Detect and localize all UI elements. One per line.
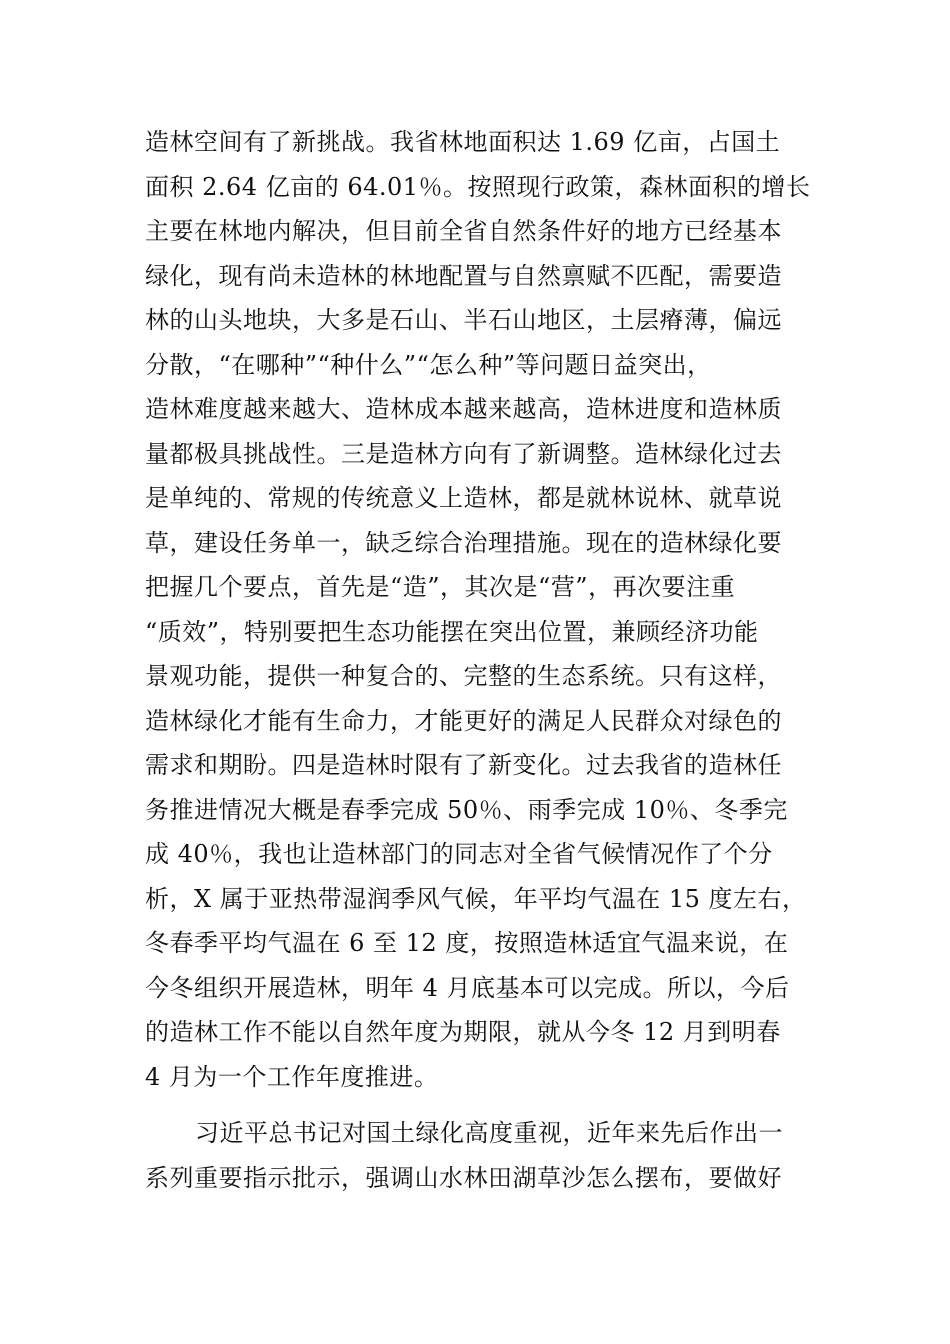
text-line: 草，建设任务单一，缺乏综合治理措施。现在的造林绿化要 (145, 528, 782, 557)
text-line: 把握几个要点，首先是“造”，其次是“营”，再次要注重 (145, 573, 736, 601)
text-line: 今冬组织开展造林，明年 4 月底基本可以完成。所以，今后 (145, 973, 790, 1002)
text-line: 景观功能，提供一种复合的、完整的生态系统。只有这样， (145, 662, 782, 690)
text-line: 绿化，现有尚未造林的林地配置与自然禀赋不匹配，需要造 (145, 261, 782, 290)
text-line: 主要在林地内解决，但目前全省自然条件好的地方已经基本 (145, 217, 782, 245)
text-line: 造林空间有了新挑战。我省林地面积达 1.69 亿亩，占国土 (145, 128, 781, 156)
paragraph-2 (145, 1111, 825, 1200)
text-line: 面积 2.64 亿亩的 64.01％。按照现行政策，森林面积的增长 (145, 172, 811, 201)
text-line: 是单纯的、常规的传统意义上造林，都是就林说林、就草说 (145, 484, 782, 512)
text-line: 习近平总书记对国土绿化高度重视，近年来先后作出一 (195, 1119, 783, 1147)
document-body (145, 120, 825, 1200)
text-line: 系列重要指示批示，强调山水林田湖草沙怎么摆布，要做好 (145, 1163, 782, 1192)
text-line: “质效”，特别要把生态功能摆在突出位置，兼顾经济功能 (145, 617, 759, 646)
text-line: 分散，“在哪种”“种什么”“怎么种”等问题日益突出， (145, 350, 712, 379)
paragraph-1 (145, 120, 825, 1099)
text-line: 造林绿化才能有生命力，才能更好的满足人民群众对绿色的 (145, 706, 782, 735)
text-line: 冬春季平均气温在 6 至 12 度，按照造林适宜气温来说，在 (145, 929, 789, 957)
text-line: 需求和期盼。四是造林时限有了新变化。过去我省的造林任 (145, 751, 782, 779)
text-line: 成 40％，我也让造林部门的同志对全省气候情况作了个分 (145, 840, 773, 868)
text-line: 造林难度越来越大、造林成本越来越高，造林进度和造林质 (145, 395, 782, 423)
text-line: 4 月为一个工作年度推进。 (145, 1062, 439, 1091)
paragraph-spacer (145, 1099, 825, 1111)
text-line: 的造林工作不能以自然年度为期限，就从今冬 12 月到明春 (145, 1018, 781, 1046)
text-line: 量都极具挑战性。三是造林方向有了新调整。造林绿化过去 (145, 439, 782, 468)
text-line: 林的山头地块，大多是石山、半石山地区，土层瘠薄，偏远 (145, 306, 782, 334)
text-line: 析，X 属于亚热带湿润季风气候，年平均气温在 15 度左右， (145, 884, 807, 913)
text-line: 务推进情况大概是春季完成 50％、雨季完成 10％、冬季完 (145, 795, 788, 824)
